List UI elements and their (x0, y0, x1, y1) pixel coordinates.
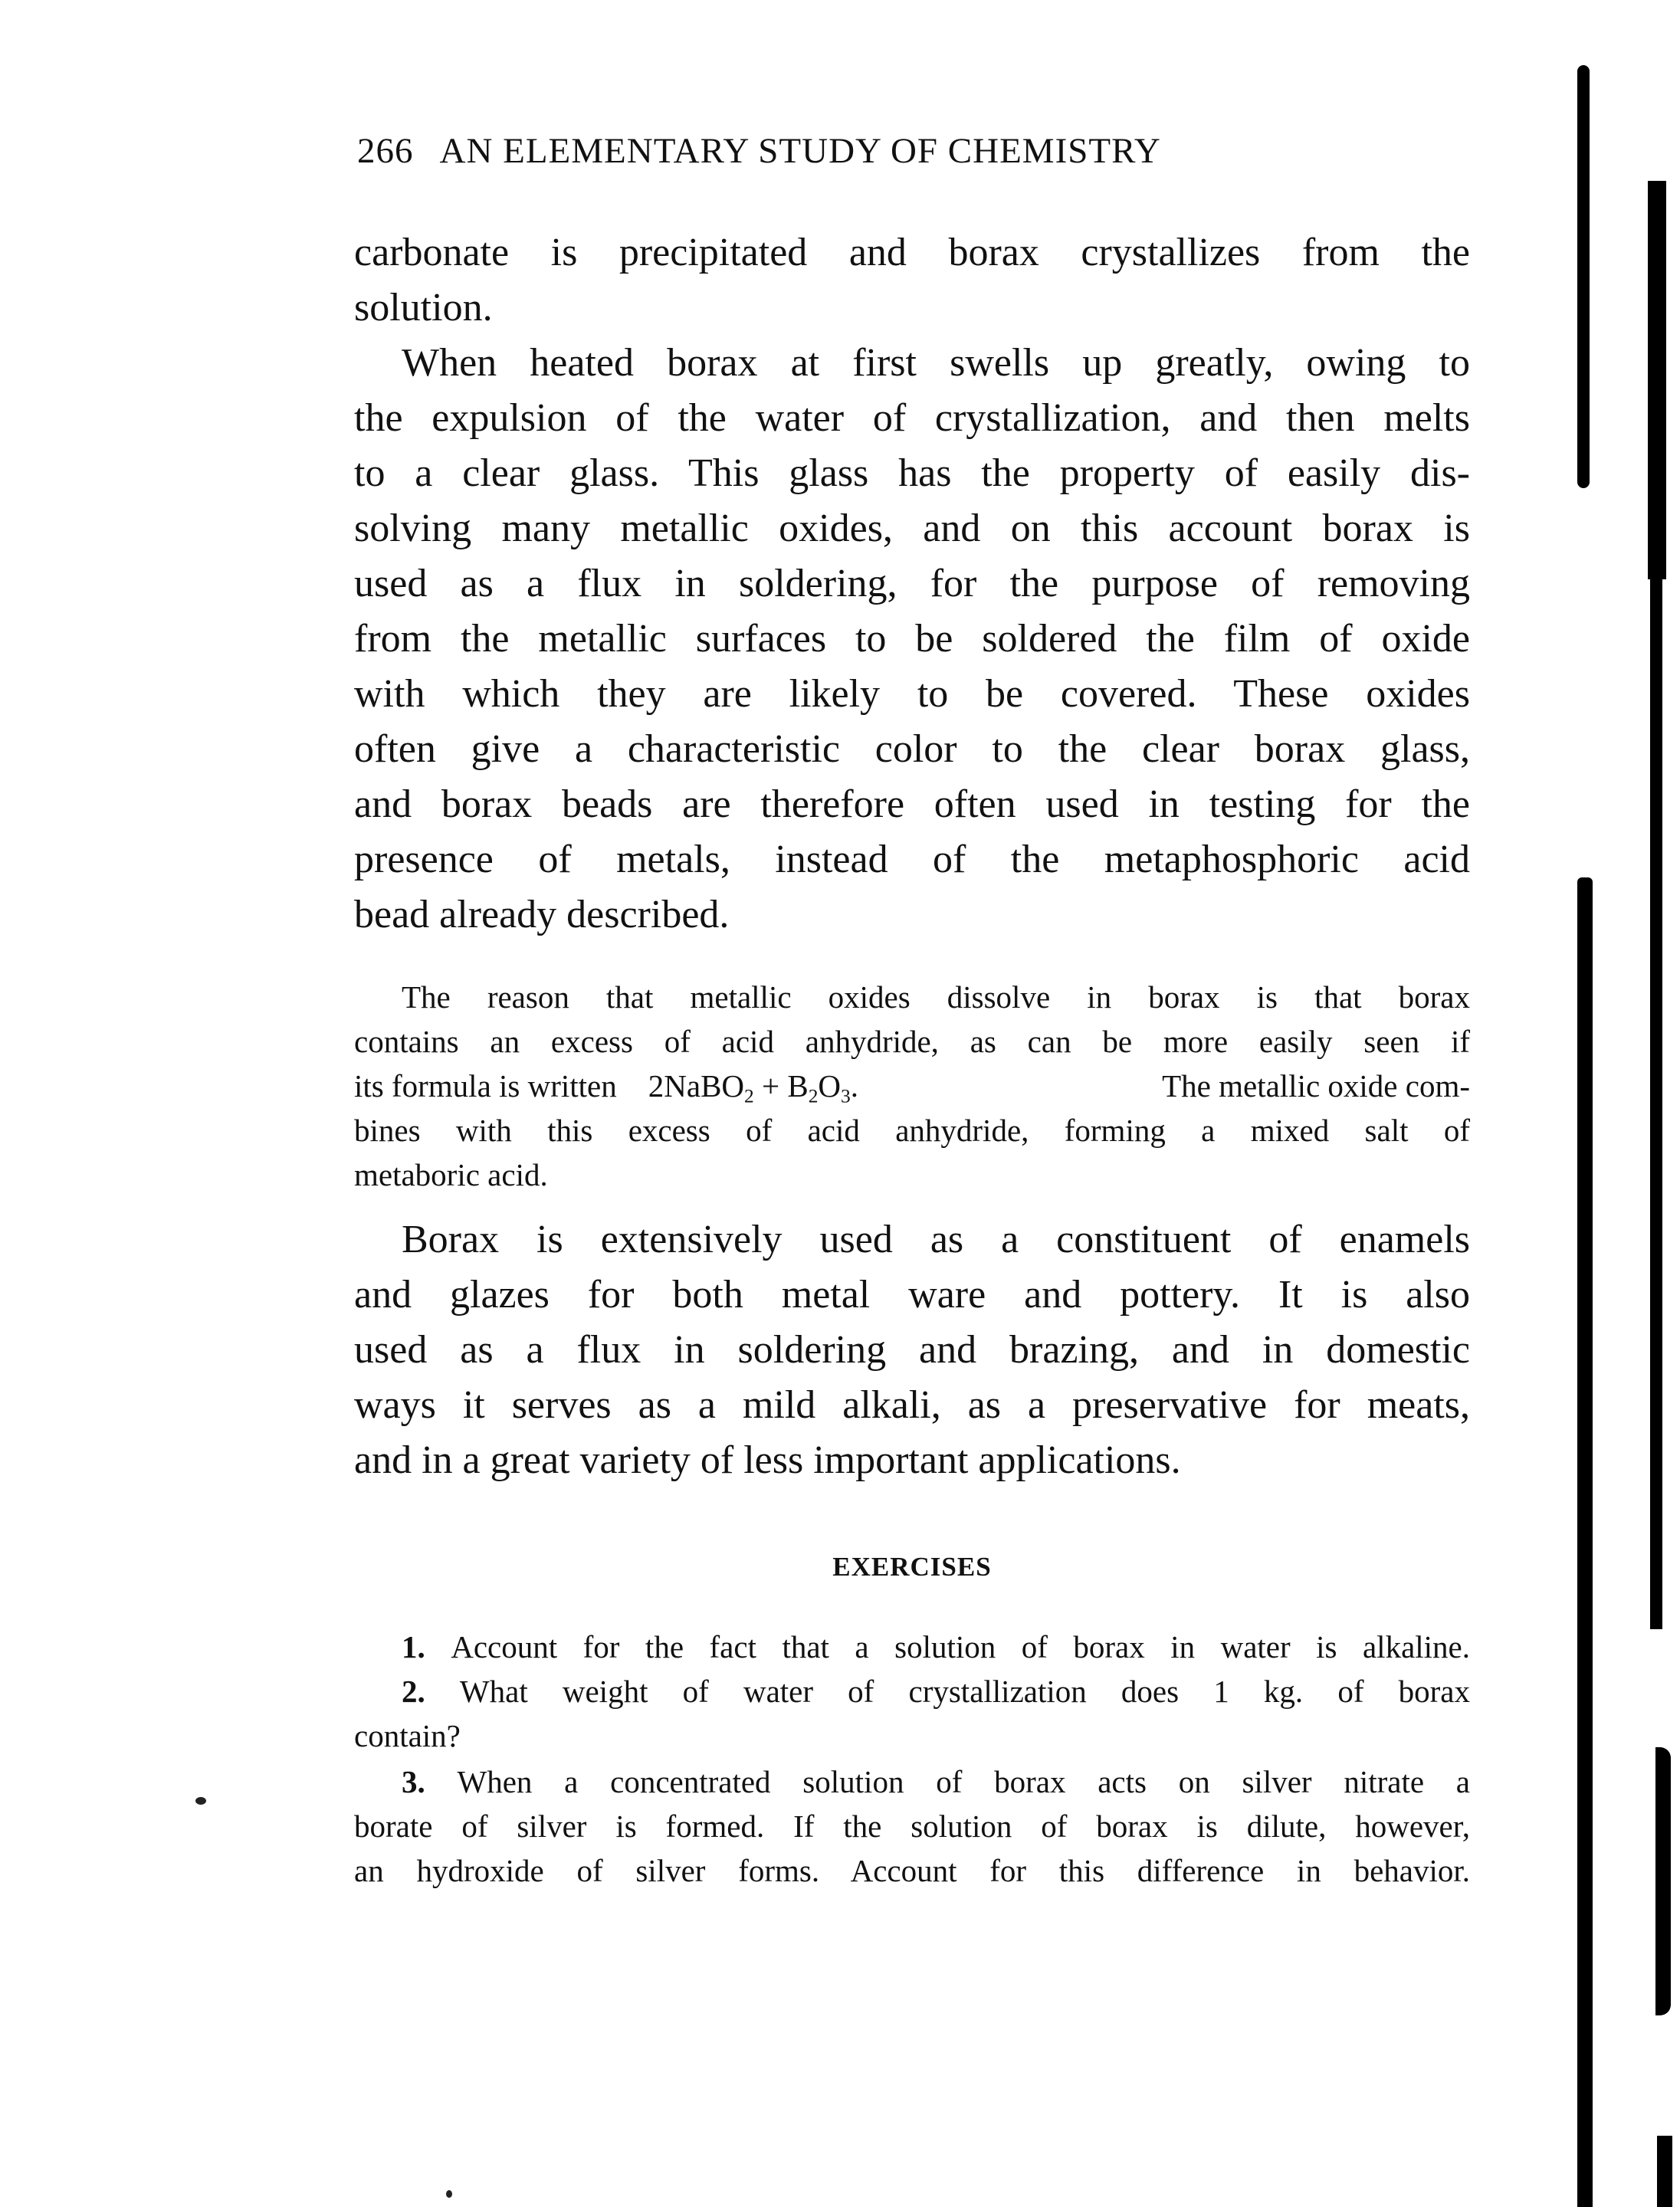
text-fragment: its formula is written (354, 1068, 617, 1104)
exercise-number: 3. (402, 1764, 425, 1799)
text-line: from the metallic surfaces to be soldered the film of oxide (354, 617, 1470, 661)
text-line: and glazes for both metal ware and pottery. It is also (354, 1273, 1470, 1317)
text-line: borate of silver is formed. If the solution of borax is dilute, however, (354, 1809, 1470, 1844)
text-line: contains an excess of acid anhydride, as can be more easily seen if (354, 1024, 1470, 1059)
text-line: used as a flux in soldering, for the purpose of removing (354, 562, 1470, 605)
text-line: bines with this excess of acid anhydride, forming a mixed salt of (354, 1113, 1470, 1148)
exercise-item-3: 3. When a concentrated solution of borax acts on silver nitrate a (402, 1764, 1471, 1799)
text-line: with which they are likely to be covered. These oxides (354, 672, 1470, 716)
scan-edge-bar (1650, 579, 1662, 1629)
text-line: and in a great variety of less important applications. (354, 1438, 1181, 1482)
exercise-number: 2. (402, 1674, 425, 1709)
scan-edge-bar (1577, 65, 1590, 488)
text-line: ways it serves as a mild alkali, as a preservative for meats, (354, 1383, 1470, 1427)
exercise-item-2: 2. What weight of water of crystallization does 1 kg. of borax (402, 1674, 1470, 1709)
scan-edge-bar (1657, 2136, 1672, 2207)
running-title: AN ELEMENTARY STUDY OF CHEMISTRY (439, 131, 1161, 171)
text-line: to a clear glass. This glass has the property of easily dis- (354, 451, 1470, 495)
text-line-with-formula (354, 1064, 1470, 1108)
text-line: Borax is extensively used as a constituent of enamels (402, 1218, 1470, 1261)
text-line: When heated borax at first swells up greatly, owing to (402, 341, 1470, 385)
running-header (357, 130, 1161, 172)
text-line: solution. (354, 286, 493, 330)
chemical-formula: 2NaBO$_2$ + $B_2O_3$. (648, 1068, 858, 1107)
text-line: solving many metallic oxides, and on this account borax is (354, 507, 1470, 550)
exercises-heading: EXERCISES (832, 1552, 992, 1582)
scan-speck (195, 1797, 206, 1805)
text-fragment: The metallic oxide com- (1162, 1068, 1470, 1104)
text-line: carbonate is precipitated and borax crystallizes from the (354, 231, 1470, 274)
scan-speck (446, 2190, 452, 2198)
text-line: the expulsion of the water of crystallization, and then melts (354, 396, 1470, 440)
scan-edge-bar (1577, 877, 1593, 2207)
text-line: metaboric acid. (354, 1157, 548, 1192)
scan-edge-bar (1648, 181, 1666, 579)
text-line: and borax beads are therefore often used in testing for the (354, 782, 1470, 826)
page-number: 266 (357, 131, 414, 171)
text-line: contain? (354, 1718, 461, 1753)
text-line: often give a characteristic color to the clear borax glass, (354, 727, 1470, 771)
exercise-item-1: 1. Account for the fact that a solution of borax in water is alkaline. (402, 1629, 1470, 1664)
exercise-number: 1. (402, 1629, 425, 1664)
text-line: presence of metals, instead of the metaphosphoric acid (354, 838, 1470, 881)
text-line: bead already described. (354, 893, 730, 936)
text-line: The reason that metallic oxides dissolve in borax is that borax (402, 979, 1470, 1015)
text-line: used as a flux in soldering and brazing, and in domestic (354, 1328, 1470, 1372)
text-line: an hydroxide of silver forms. Account for this difference in behavior. (354, 1853, 1470, 1888)
scan-edge-bar (1655, 1747, 1671, 2015)
